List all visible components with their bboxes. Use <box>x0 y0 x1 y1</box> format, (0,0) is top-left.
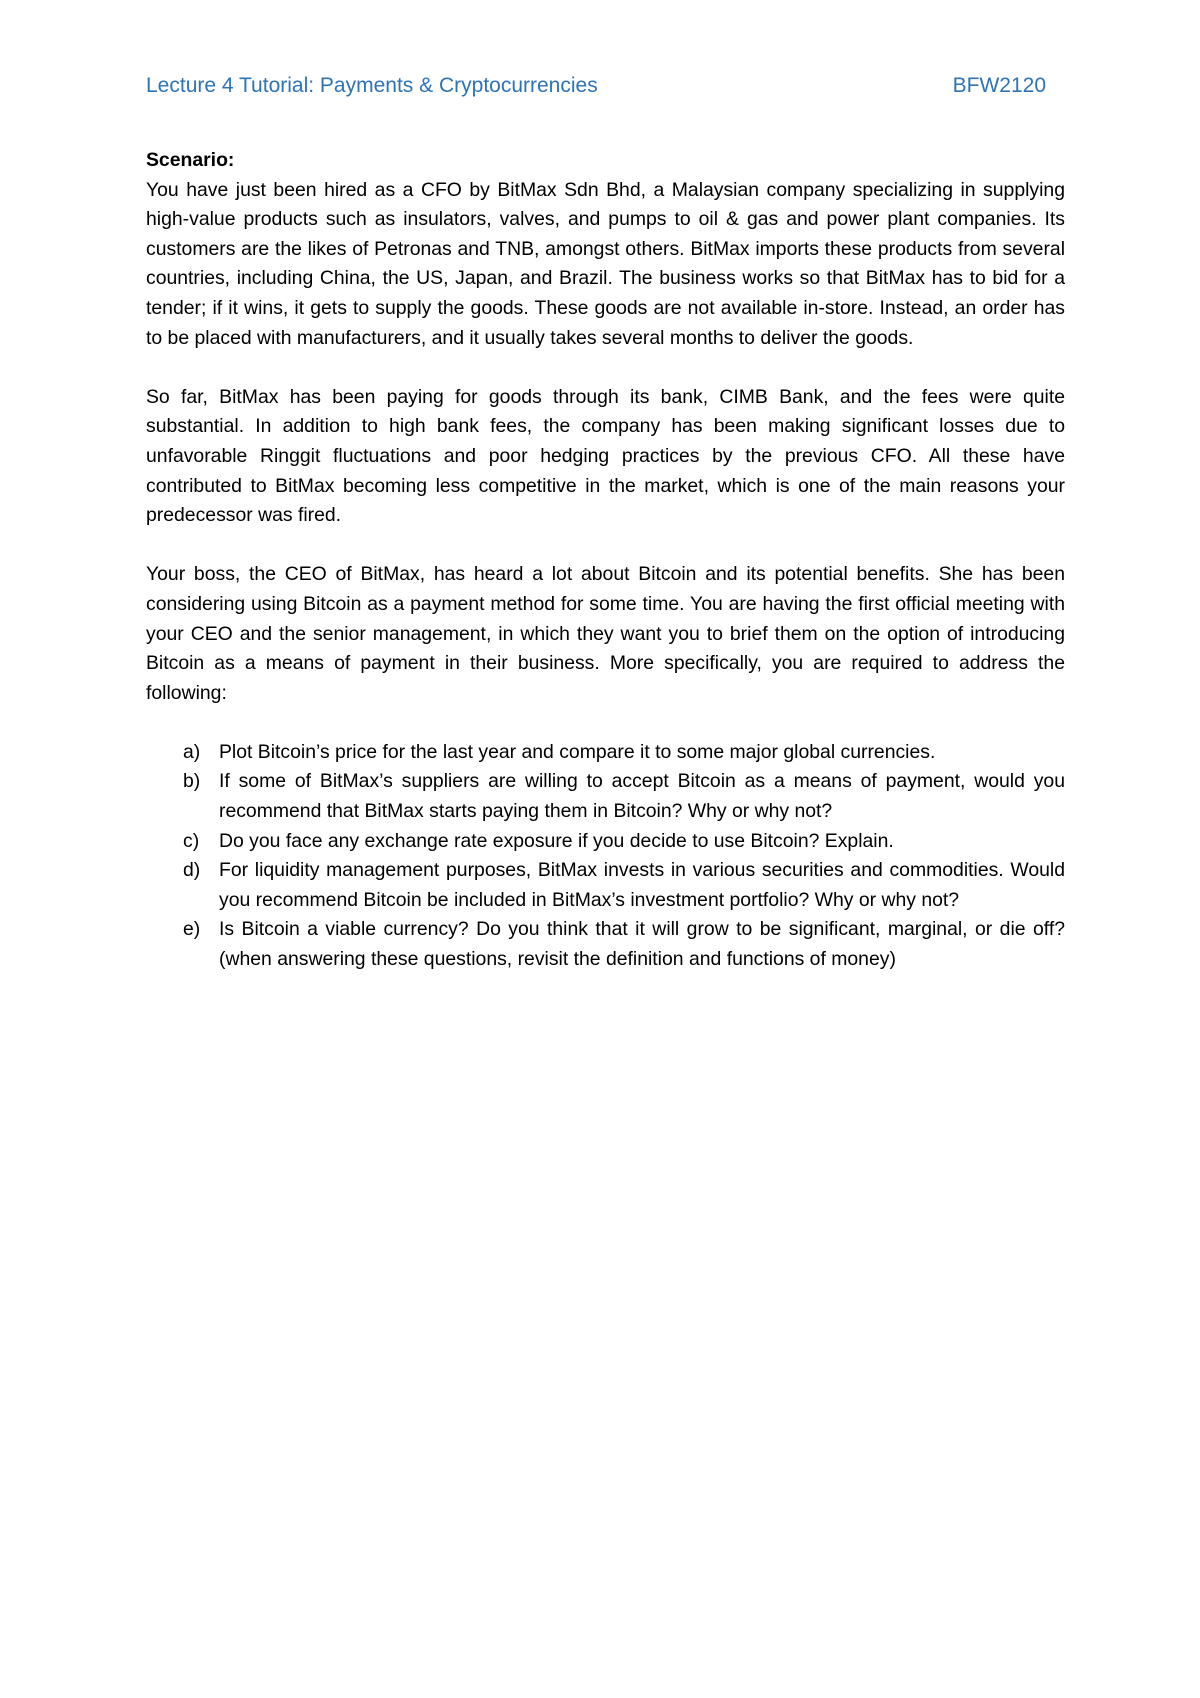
questions-list <box>146 738 1065 975</box>
header-title: Lecture 4 Tutorial: Payments & Cryptocurrencies <box>146 74 598 97</box>
question-item-c <box>146 827 1065 857</box>
question-item-e <box>146 915 1065 974</box>
question-marker: a) <box>183 740 201 763</box>
question-text: If some of BitMax’s suppliers are willing to accept Bitcoin as a means of payment, would you recommend that BitMax starts paying them in Bitcoin? Why or why not? <box>219 770 1065 823</box>
question-text: Is Bitcoin a viable currency? Do you think that it will grow to be significant, marginal, or die off? (when answering these questions, revisit the definition and functions of money) <box>219 918 1065 971</box>
question-marker: d) <box>183 859 201 882</box>
question-item-b <box>146 767 1065 826</box>
scenario-paragraph-3: Your boss, the CEO of BitMax, has heard a lot about Bitcoin and its potential benefits. She has been considering using Bitcoin as a payment method for some time. You are having the first official meeting with your CEO and the senior management, in which they want you to brief them on the option of introducing Bitcoin as a means of payment in their business. More specifically, you are required to address the following: <box>146 563 1065 704</box>
question-marker: b) <box>183 770 201 793</box>
question-item-d <box>146 856 1065 915</box>
question-marker: e) <box>183 918 201 941</box>
question-item-a <box>146 738 1065 768</box>
scenario-heading: Scenario: <box>146 149 235 171</box>
question-text: For liquidity management purposes, BitMax invests in various securities and commodities. Would you recommend Bitcoin be included in BitMax’s investment portfolio? Why or why not? <box>219 859 1065 911</box>
question-text: Plot Bitcoin’s price for the last year and compare it to some major global currencies. <box>219 740 936 763</box>
header-course-code: BFW2120 <box>952 74 1046 97</box>
scenario-paragraph-2: So far, BitMax has been paying for goods through its bank, CIMB Bank, and the fees were quite substantial. In addition to high bank fees, the company has been making significant losses due to unfavorable Ringgit fluctuations and poor hedging practices by the previous CFO. All these have contributed to BitMax becoming less competitive in the market, which is one of the main reasons your predecessor was fired. <box>146 385 1065 527</box>
question-marker: c) <box>183 829 200 852</box>
question-text: Do you face any exchange rate exposure if you decide to use Bitcoin? Explain. <box>219 829 894 852</box>
scenario-paragraph-1: You have just been hired as a CFO by BitMax Sdn Bhd, a Malaysian company specializing in supplying high-value products such as insulators, valves, and pumps to oil & gas and power plant companies. Its customers are the likes of Petronas and TNB, amongst others. BitMax imports these products from several countries, including China, the US, Japan, and Brazil. The business works so that BitMax has to bid for a tender; if it wins, it gets to supply the goods. These goods are not available in-store. Instead, an order has to be placed with manufacturers, and it usually takes several months to deliver the goods. <box>146 178 1065 349</box>
page-header <box>146 74 1046 98</box>
document-body <box>146 146 1065 975</box>
